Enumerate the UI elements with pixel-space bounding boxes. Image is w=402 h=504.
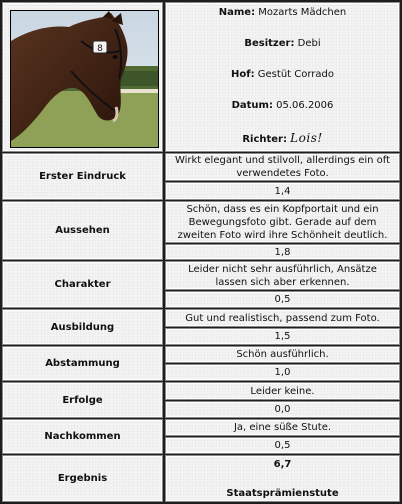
- judge-label: Richter:: [242, 134, 287, 145]
- date-label: Datum:: [231, 100, 273, 111]
- comment-appearance: Schön, dass es ein Kopfportait und ein Bewegungsfoto gibt. Gerade auf dem zweiten Foto wird ihre Schönheit deutlich.: [166, 202, 399, 242]
- result-score: 6,7: [273, 459, 292, 470]
- category-label-character: Charakter: [3, 262, 162, 307]
- farm-name: Gestüt Corrado: [257, 69, 334, 80]
- category-label-appearance: Aussehen: [3, 202, 162, 259]
- judge-signature: Lois!: [290, 131, 323, 145]
- judge-line: [167, 131, 398, 145]
- info-cell: [166, 3, 399, 151]
- score-character: 0,5: [166, 292, 399, 307]
- owner-name: Debi: [297, 38, 321, 49]
- owner-label: Besitzer:: [244, 38, 295, 49]
- comment-character: Leider nicht sehr ausführlich, Ansätze lassen sich aber erkennen.: [166, 262, 399, 289]
- score-first-impression: 1,4: [166, 183, 399, 199]
- score-successes: 0,0: [166, 402, 399, 417]
- comment-successes: Leider keine.: [166, 383, 399, 399]
- horse-photo: [10, 10, 159, 148]
- category-label-first-impression: Erster Eindruck: [3, 154, 162, 199]
- farm-line: [167, 69, 398, 80]
- horse-name-line: [167, 7, 398, 18]
- score-appearance: 1,8: [166, 245, 399, 259]
- horse-name: Mozarts Mädchen: [258, 7, 347, 18]
- date-line: [167, 100, 398, 111]
- owner-line: [167, 38, 398, 49]
- result-title: Staatsprämienstute: [226, 488, 339, 499]
- comment-pedigree: Schön ausführlich.: [166, 347, 399, 362]
- category-label-pedigree: Abstammung: [3, 347, 162, 380]
- category-label-result: Ergebnis: [3, 456, 162, 501]
- category-label-offspring: Nachkommen: [3, 420, 162, 453]
- comment-offspring: Ja, eine süße Stute.: [166, 420, 399, 435]
- photo-cell: [3, 3, 162, 151]
- name-label: Name:: [218, 7, 256, 18]
- bib-number: 8: [97, 44, 103, 54]
- comment-first-impression: Wirkt elegant und stilvoll, allerdings ein oft verwendetes Foto.: [166, 154, 399, 180]
- result-cell: [166, 456, 399, 501]
- score-training: 1,5: [166, 329, 399, 344]
- horse-image: [11, 11, 158, 147]
- farm-label: Hof:: [231, 69, 255, 80]
- score-offspring: 0,5: [166, 438, 399, 453]
- category-label-training: Ausbildung: [3, 310, 162, 344]
- date-value: 05.06.2006: [276, 100, 334, 111]
- score-pedigree: 1,0: [166, 365, 399, 380]
- comment-training: Gut und realistisch, passend zum Foto.: [166, 310, 399, 326]
- category-label-successes: Erfolge: [3, 383, 162, 417]
